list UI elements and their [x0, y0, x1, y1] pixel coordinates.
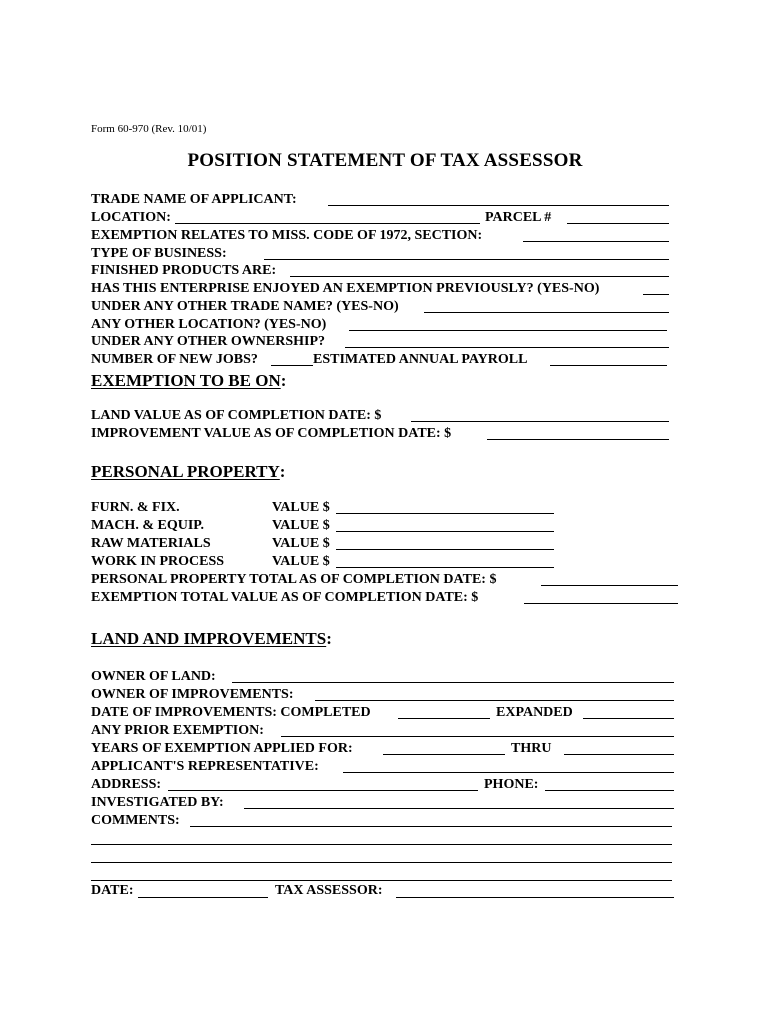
work-in-process-value-label: VALUE $	[272, 554, 330, 569]
raw-materials-label: RAW MATERIALS	[91, 536, 211, 551]
owner-improvements-label: OWNER OF IMPROVEMENTS:	[91, 687, 294, 702]
land-improvements-heading: LAND AND IMPROVEMENTS:	[91, 629, 332, 648]
owner-land-field[interactable]	[232, 682, 674, 683]
thru-label: THRU	[511, 741, 552, 756]
tax-assessor-field[interactable]	[396, 897, 674, 898]
mach-equip-value-label: VALUE $	[272, 518, 330, 533]
phone-field[interactable]	[545, 790, 674, 791]
representative-label: APPLICANT'S REPRESENTATIVE:	[91, 759, 319, 774]
owner-improvements-field[interactable]	[315, 700, 674, 701]
exemption-code-field[interactable]	[523, 241, 669, 242]
address-field[interactable]	[168, 790, 478, 791]
other-ownership-label: UNDER ANY OTHER OWNERSHIP?	[91, 334, 326, 349]
other-ownership-field[interactable]	[345, 347, 669, 348]
address-label: ADDRESS:	[91, 777, 162, 792]
date-completed-field[interactable]	[398, 718, 490, 719]
other-location-field[interactable]	[349, 330, 667, 331]
investigated-by-label: INVESTIGATED BY:	[91, 795, 224, 810]
location-field[interactable]	[175, 223, 480, 224]
work-in-process-label: WORK IN PROCESS	[91, 554, 225, 569]
date-completed-label: DATE OF IMPROVEMENTS: COMPLETED	[91, 705, 371, 720]
other-location-label: ANY OTHER LOCATION? (YES-NO)	[91, 317, 327, 332]
exemption-code-label: EXEMPTION RELATES TO MISS. CODE OF 1972, SECTION:	[91, 228, 483, 243]
trade-name-field[interactable]	[328, 205, 669, 206]
raw-materials-value-label: VALUE $	[272, 536, 330, 551]
new-jobs-label: NUMBER OF NEW JOBS?	[91, 352, 258, 367]
improvement-value-label: IMPROVEMENT VALUE AS OF COMPLETION DATE: $	[91, 426, 452, 441]
prior-exemption-field[interactable]	[643, 294, 669, 295]
tax-assessor-label: TAX ASSESSOR:	[275, 883, 383, 898]
years-applied-label: YEARS OF EXEMPTION APPLIED FOR:	[91, 741, 353, 756]
comments-field-line-1[interactable]	[190, 826, 672, 827]
furn-fix-value-label: VALUE $	[272, 500, 330, 515]
representative-field[interactable]	[343, 772, 674, 773]
mach-equip-label: MACH. & EQUIP.	[91, 518, 205, 533]
any-prior-field[interactable]	[281, 736, 674, 737]
comments-field-line-2[interactable]	[91, 844, 672, 845]
any-prior-label: ANY PRIOR EXEMPTION:	[91, 723, 264, 738]
other-trade-name-field[interactable]	[424, 312, 669, 313]
exemption-heading: EXEMPTION TO BE ON:	[91, 371, 287, 390]
business-type-field[interactable]	[264, 259, 669, 260]
exemption-total-label: EXEMPTION TOTAL VALUE AS OF COMPLETION DATE: $	[91, 590, 479, 605]
personal-property-heading: PERSONAL PROPERTY:	[91, 462, 286, 481]
expanded-field[interactable]	[583, 718, 674, 719]
finished-products-field[interactable]	[290, 276, 669, 277]
parcel-label: PARCEL #	[485, 210, 552, 225]
land-value-field[interactable]	[411, 421, 669, 422]
expanded-label: EXPANDED	[496, 705, 573, 720]
mach-equip-value-field[interactable]	[336, 531, 554, 532]
land-value-label: LAND VALUE AS OF COMPLETION DATE: $	[91, 408, 382, 423]
furn-fix-value-field[interactable]	[336, 513, 554, 514]
thru-field[interactable]	[564, 754, 674, 755]
raw-materials-value-field[interactable]	[336, 549, 554, 550]
finished-products-label: FINISHED PRODUCTS ARE:	[91, 263, 277, 278]
improvement-value-field[interactable]	[487, 439, 669, 440]
location-label: LOCATION:	[91, 210, 171, 225]
new-jobs-field[interactable]	[271, 365, 313, 366]
phone-label: PHONE:	[484, 777, 539, 792]
years-applied-field[interactable]	[383, 754, 505, 755]
parcel-field[interactable]	[567, 223, 669, 224]
trade-name-label: TRADE NAME OF APPLICANT:	[91, 192, 297, 207]
date-field[interactable]	[138, 897, 268, 898]
personal-property-total-label: PERSONAL PROPERTY TOTAL AS OF COMPLETION DATE: $	[91, 572, 497, 587]
annual-payroll-field[interactable]	[550, 365, 667, 366]
form-number: Form 60-970 (Rev. 10/01)	[91, 123, 207, 135]
work-in-process-value-field[interactable]	[336, 567, 554, 568]
exemption-total-field[interactable]	[524, 603, 678, 604]
comments-field-line-4[interactable]	[91, 880, 672, 881]
owner-land-label: OWNER OF LAND:	[91, 669, 216, 684]
comments-label: COMMENTS:	[91, 813, 180, 828]
comments-field-line-3[interactable]	[91, 862, 672, 863]
investigated-by-field[interactable]	[244, 808, 674, 809]
date-label: DATE:	[91, 883, 134, 898]
business-type-label: TYPE OF BUSINESS:	[91, 246, 227, 261]
personal-property-total-field[interactable]	[541, 585, 678, 586]
prior-exemption-label: HAS THIS ENTERPRISE ENJOYED AN EXEMPTION PREVIOUSLY? (YES-NO)	[91, 281, 600, 296]
annual-payroll-label: ESTIMATED ANNUAL PAYROLL	[313, 352, 528, 367]
furn-fix-label: FURN. & FIX.	[91, 500, 180, 515]
other-trade-name-label: UNDER ANY OTHER TRADE NAME? (YES-NO)	[91, 299, 399, 314]
page-title: POSITION STATEMENT OF TAX ASSESSOR	[187, 150, 583, 171]
